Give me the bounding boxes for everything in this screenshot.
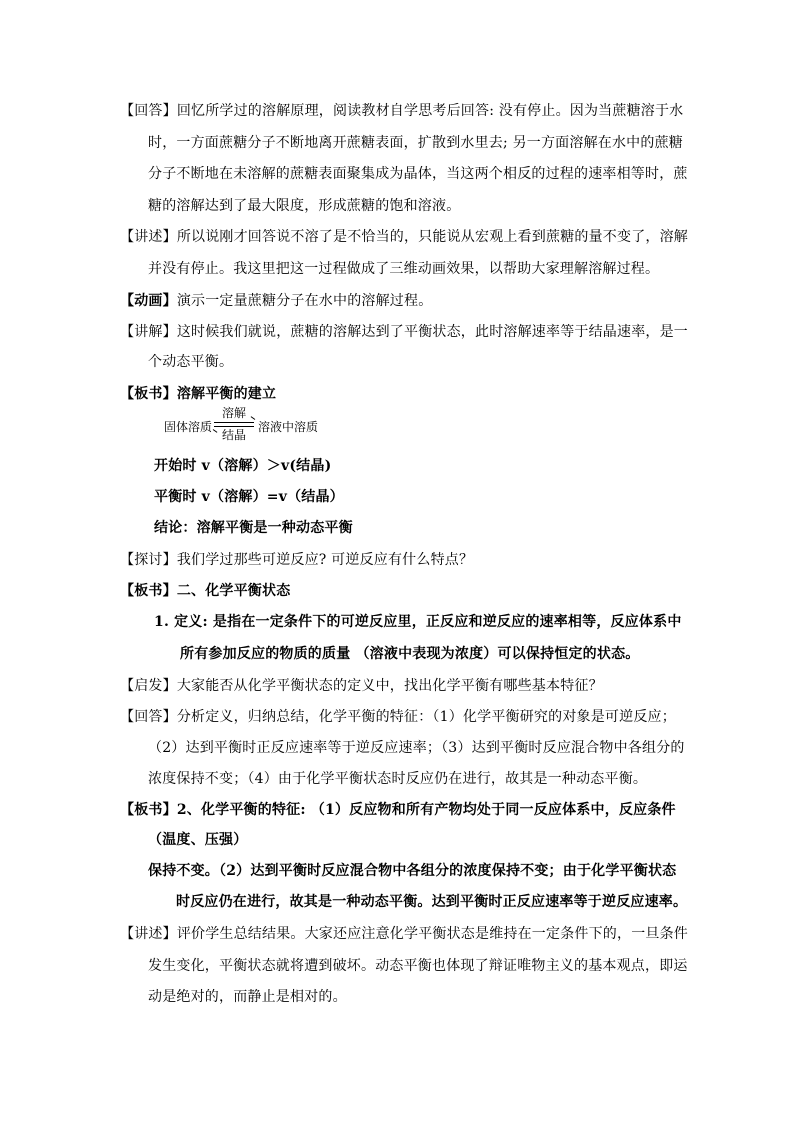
section-tag: 【板书】	[120, 583, 177, 599]
explanation-paragraph-line-1: 【讲解】这时候我们就说，蔗糖的溶解达到了平衡状态，此时溶解速率等于结晶速率，是一	[120, 324, 689, 340]
board-start-rate: 开始时 v（溶解）＞v(结晶)	[154, 458, 332, 474]
board-conclusion: 结论：溶解平衡是一种动态平衡	[154, 520, 353, 536]
section-tag: 【板书】	[120, 386, 177, 402]
board3-line-4: 时反应仍在进行，故其是一种动态平衡。达到平衡时正反应速率等于逆反应速率。	[176, 894, 688, 910]
answer2-line-3: 浓度保持不变；（4）由于化学平衡状态时反应仍在进行，故其是一种动态平衡。	[148, 771, 648, 787]
board-equal-rate: 平衡时 v（溶解）=v（结晶）	[154, 489, 344, 505]
explore-paragraph: 【探讨】我们学过那些可逆反应? 可逆反应有什么特点？	[120, 552, 474, 568]
answer-paragraph-line-2: 时，一方面蔗糖分子不断地离开蔗糖表面，扩散到水里去; 另一方面溶解在水中的蔗糖	[148, 135, 683, 151]
section-tag: 【回答】	[120, 103, 177, 119]
equilibrium-arrow	[214, 406, 254, 443]
double-arrow-icon	[214, 421, 254, 428]
answer2-line-2: （2）达到平衡时正反应速率等于逆反应速率；（3）达到平衡时反应混合物中各组分的	[148, 740, 685, 756]
section-tag: 【板书】	[120, 802, 177, 818]
board-heading-dissolution: 【板书】溶解平衡的建立	[120, 386, 277, 402]
section-tag: 【回答】	[120, 709, 177, 725]
lecture-line-2: 发生变化，平衡状态就将遭到破坏。动态平衡也体现了辩证唯物主义的基本观点，即运	[148, 958, 688, 974]
section-tag: 【讲述】	[120, 926, 177, 942]
board3-line-3: 保持不变。（2）达到平衡时反应混合物中各组分的浓度保持不变；由于化学平衡状态	[148, 863, 677, 879]
board-heading-equilibrium: 【板书】二、化学平衡状态	[120, 583, 291, 599]
board3-line-2: （温度、压强）	[148, 832, 248, 848]
section-tag: 【动画】	[120, 293, 177, 309]
narration-paragraph-line-1: 【讲述】所以说刚才回答说不溶了是不恰当的，只能说从宏观上看到蔗糖的量不变了，溶解	[120, 229, 689, 245]
equation-right: 溶液中溶质	[258, 420, 319, 434]
equation-left: 固体溶质	[164, 420, 213, 434]
answer-paragraph-line-1: 【回答】回忆所学过的溶解原理，阅读教材自学思考后回答: 没有停止。因为当蔗糖溶于水	[120, 103, 684, 119]
board3-line-1: 【板书】2、化学平衡的特征: （1）反应物和所有产物均处于同一反应体系中，反应条件	[120, 802, 676, 818]
animation-paragraph: 【动画】演示一定量蔗糖分子在水中的溶解过程。	[120, 293, 433, 309]
equation-forward-label: 溶解	[221, 406, 246, 420]
answer-paragraph-line-3: 分子不断地在未溶解的蔗糖表面聚集成为晶体，当这两个相反的过程的速率相等时，蔗	[148, 166, 688, 182]
answer-paragraph-line-4: 糖的溶解达到了最大限度，形成蔗糖的饱和溶液。	[148, 198, 461, 214]
section-tag: 【讲述】	[120, 229, 177, 245]
answer2-line-1: 【回答】分析定义，归纳总结，化学平衡的特征：（1）化学平衡研究的对象是可逆反应；	[120, 709, 676, 725]
definition-line-2: 所有参加反应的物质的质量 （溶液中表现为浓度）可以保持恒定的状态。	[180, 646, 640, 662]
section-tag: 【启发】	[120, 678, 177, 694]
lecture-line-3: 动是绝对的，而静止是相对的。	[148, 989, 347, 1005]
narration-paragraph-line-2: 并没有停止。我这里把这一过程做成了三维动画效果，以帮助大家理解溶解过程。	[148, 261, 660, 277]
section-tag: 【讲解】	[120, 324, 177, 340]
equation-reverse-label: 结晶	[221, 428, 246, 442]
lecture-line-1: 【讲述】评价学生总结结果。大家还应注意化学平衡状态是维持在一定条件下的，一旦条件	[120, 926, 689, 942]
explanation-paragraph-line-2: 个动态平衡。	[148, 354, 234, 370]
definition-line-1: 1. 定义: 是指在一定条件下的可逆反应里，正反应和逆反应的速率相等，反应体系中	[154, 614, 682, 630]
inspire-paragraph: 【启发】大家能否从化学平衡状态的定义中，找出化学平衡有哪些基本特征？	[120, 678, 603, 694]
section-tag: 【探讨】	[120, 552, 177, 568]
